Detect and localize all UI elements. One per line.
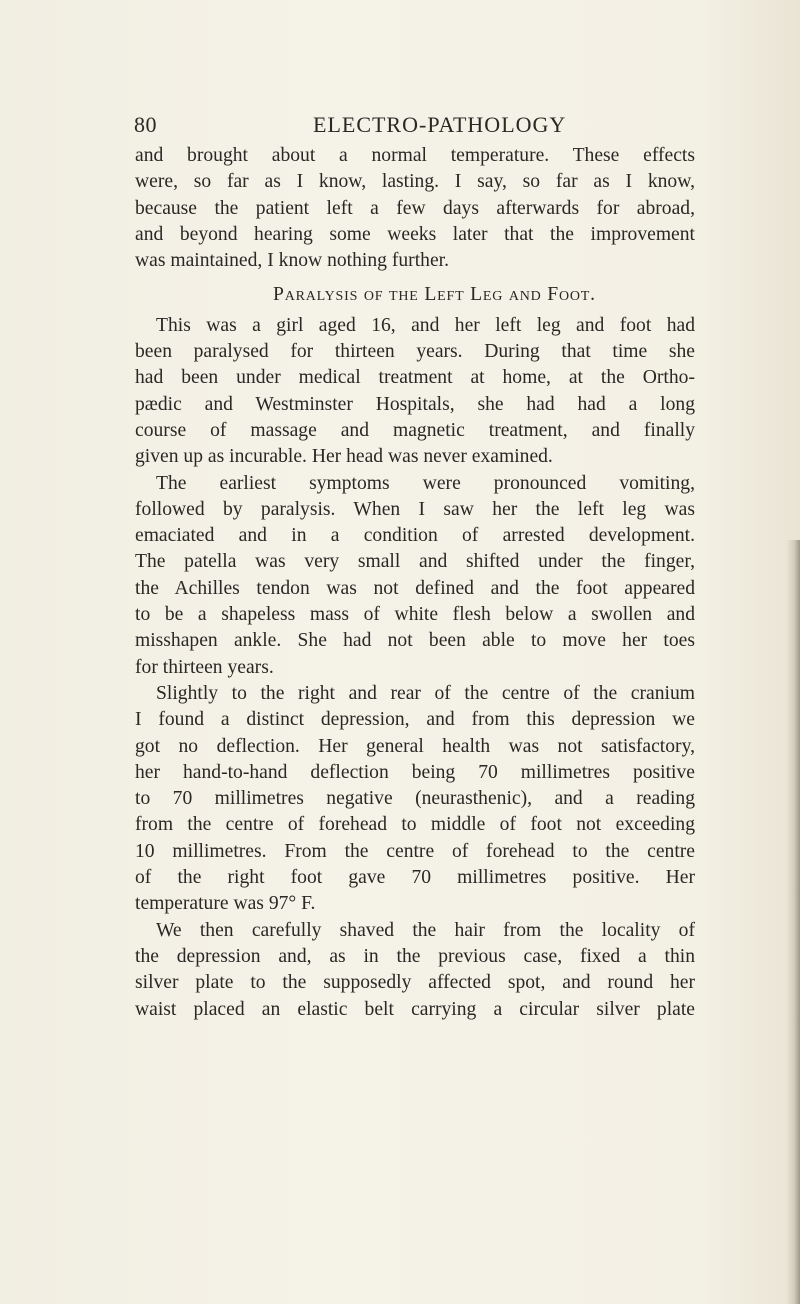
text-line: silver plate to the supposedly affected spot, and round her bbox=[135, 972, 695, 994]
text-line: given up as incurable. Her head was never examined. bbox=[135, 446, 553, 468]
paragraph bbox=[135, 681, 695, 918]
text-line: Slightly to the right and rear of the centre of the cranium bbox=[156, 682, 695, 704]
text-line: to 70 millimetres negative (neurasthenic), and a reading bbox=[135, 788, 695, 810]
text-line: I found a distinct depression, and from this depression we bbox=[135, 709, 695, 731]
running-head: ELECTRO-PATHOLOGY bbox=[313, 112, 567, 137]
paragraph bbox=[135, 471, 695, 681]
text-line: pædic and Westminster Hospitals, she had had a long bbox=[135, 393, 695, 415]
text-line: to be a shapeless mass of white flesh below a swollen and bbox=[135, 604, 695, 626]
text-line: had been under medical treatment at home, at the Ortho- bbox=[135, 367, 695, 389]
text-line: from the centre of forehead to middle of foot not exceeding bbox=[135, 814, 695, 836]
text-line: her hand-to-hand deflection being 70 millimetres positive bbox=[135, 761, 695, 783]
text-line: This was a girl aged 16, and her left leg and foot had bbox=[156, 314, 695, 336]
text-line: misshapen ankle. She had not been able to move her toes bbox=[135, 630, 695, 652]
paragraph-continued bbox=[135, 143, 695, 274]
text-line: of the right foot gave 70 millimetres positive. Her bbox=[135, 867, 695, 889]
text-line: course of massage and magnetic treatment, and finally bbox=[135, 419, 695, 441]
section-heading: Paralysis of the Left Leg and Foot. bbox=[273, 284, 596, 306]
paragraph bbox=[135, 918, 695, 1023]
text-line: and beyond hearing some weeks later that the improvement bbox=[135, 223, 695, 245]
text-line: temperature was 97° F. bbox=[135, 893, 316, 915]
text-line: followed by paralysis. When I saw her the left leg was bbox=[135, 498, 695, 520]
page-number: 80 bbox=[134, 112, 157, 137]
text-line: The patella was very small and shifted under the finger, bbox=[135, 551, 695, 573]
text-line: emaciated and in a condition of arrested development. bbox=[135, 525, 695, 547]
text-line: was maintained, I know nothing further. bbox=[135, 250, 449, 272]
text-line: We then carefully shaved the hair from the locality of bbox=[156, 919, 695, 941]
page-header bbox=[0, 112, 800, 142]
text-line: 10 millimetres. From the centre of forehead to the centre bbox=[135, 840, 695, 862]
text-line: been paralysed for thirteen years. During that time she bbox=[135, 341, 695, 363]
text-line: for thirteen years. bbox=[135, 656, 274, 678]
text-line: got no deflection. Her general health was not satisfactory, bbox=[135, 735, 695, 757]
text-line: and brought about a normal temperature. These effects bbox=[135, 145, 695, 166]
text-line: the Achilles tendon was not defined and the foot appeared bbox=[135, 577, 695, 599]
body-text bbox=[135, 143, 695, 1023]
text-line: the depression and, as in the previous case, fixed a thin bbox=[135, 945, 695, 967]
text-line: because the patient left a few days afterwards for abroad, bbox=[135, 197, 695, 219]
page-edge-shadow bbox=[786, 540, 800, 1304]
text-line: were, so far as I know, lasting. I say, so far as I know, bbox=[135, 171, 695, 193]
text-line: waist placed an elastic belt carrying a circular silver plate bbox=[135, 998, 695, 1020]
paragraph bbox=[135, 313, 695, 471]
text-line: The earliest symptoms were pronounced vomiting, bbox=[156, 472, 695, 494]
